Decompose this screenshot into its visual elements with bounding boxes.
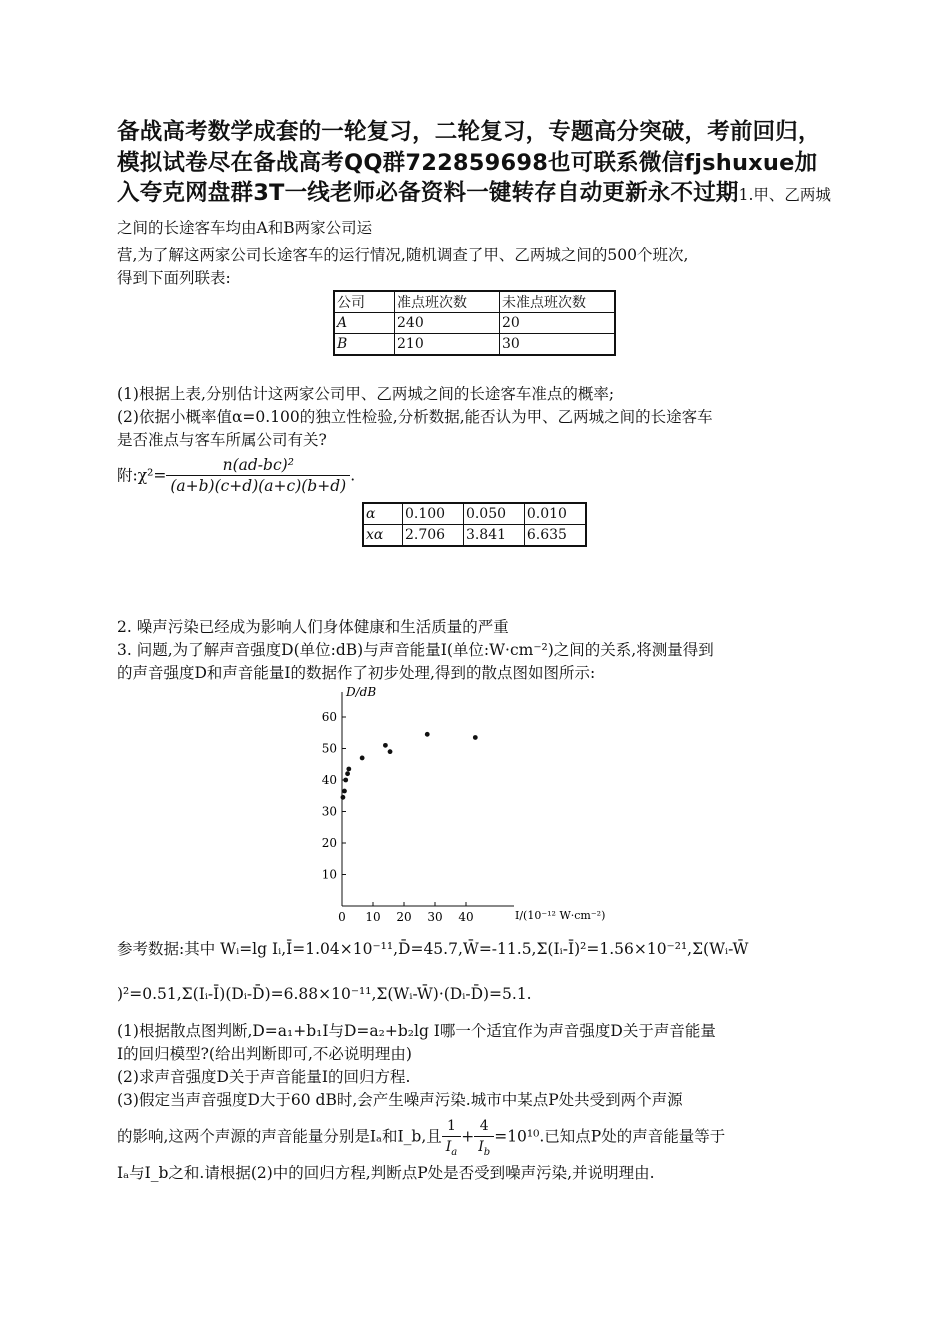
table-row [363, 525, 586, 547]
table-cell: 0.010 [524, 503, 586, 525]
table-cell: A [334, 313, 395, 334]
formula-numerator: n(ad-bc)² [166, 455, 350, 476]
y-tick-label: 10 [321, 867, 337, 882]
y-tick-label: 30 [321, 804, 337, 819]
q3-ref2: )²=0.51,Σ(Iᵢ-Ī)(Dᵢ-D̄)=6.88×10⁻¹¹,Σ(Wᵢ-W̄)·(Dᵢ-D̄)=5.1. [117, 985, 532, 1003]
q3-part2: (2)求声音强度D关于声音能量I的回归方程. [117, 1068, 411, 1086]
y-tick-label: 50 [321, 741, 337, 756]
contingency-table [333, 290, 616, 356]
data-point [360, 756, 365, 761]
data-point [342, 789, 347, 794]
table-row [363, 503, 586, 525]
data-point [343, 778, 348, 783]
table-header: 准点班次数 [395, 291, 500, 313]
q1-intro-a: 1.甲、乙两城之间的长途客车均由A和B两家公司运 [117, 186, 831, 237]
q3-part3a: (3)假定当声音强度D大于60 dB时,会产生噪声污染.城市中某点P处共受到两个声源 [117, 1091, 683, 1109]
table-cell: 6.635 [524, 525, 586, 547]
q1-intro-c: 得到下面列联表: [117, 269, 231, 287]
y-tick-label: 20 [321, 836, 337, 850]
fraction-1-over-Ia: $\frac{1}{I_a}$ [442, 1116, 462, 1157]
x-tick-label: 30 [427, 910, 443, 924]
formula-fraction [166, 455, 350, 496]
table-cell: 30 [500, 334, 616, 356]
q3-part3c: Iₐ与I_b之和.请根据(2)中的回归方程,判断点P处是否受到噪声污染,并说明理由. [117, 1164, 655, 1182]
data-point [425, 732, 430, 737]
scatter-plot [300, 680, 640, 930]
table-row [334, 291, 615, 313]
table-cell: 3.841 [463, 525, 524, 547]
q3-ref1: 参考数据:其中 Wᵢ=lg Iᵢ,Ī=1.04×10⁻¹¹,D̄=45.7,W̄=-11.5,Σ(Iᵢ-Ī)²=1.56×10⁻²¹,Σ(Wᵢ-W̄ [117, 940, 749, 958]
q3-part1b: I的回归模型?(给出判断即可,不必说明理由) [117, 1045, 412, 1063]
table-cell: 0.100 [403, 503, 464, 525]
table-cell: xα [363, 525, 403, 547]
x-tick-label: 10 [365, 910, 381, 924]
q3-part3b: 的影响,这两个声源的声音能量分别是Iₐ和I_b,且 $\frac{1}{I_a}$ + $\frac{4}{I_b}$ =10¹⁰.已知点P处的声音能量等于 [117, 1118, 726, 1158]
x-tick-label: 20 [396, 910, 412, 924]
q2-text: 2. 噪声污染已经成为影响人们身体健康和生活质量的严重 [117, 618, 509, 636]
q1-intro-b: 营,为了解这两家公司长途客车的运行情况,随机调查了甲、乙两城之间的500个班次, [117, 246, 689, 264]
data-point [346, 767, 351, 772]
data-point [345, 771, 350, 776]
y-tick-label: 40 [321, 773, 337, 787]
q1-part1: (1)根据上表,分别估计这两家公司甲、乙两城之间的长途客车准点的概率; [117, 385, 615, 403]
table-cell: 2.706 [403, 525, 464, 547]
critical-value-table [362, 502, 587, 547]
fraction-4-over-Ib: $\frac{4}{I_b}$ [474, 1116, 494, 1157]
table-cell: 20 [500, 313, 616, 334]
table-cell: α [363, 503, 403, 525]
formula-end: . [350, 466, 356, 485]
table-cell: B [334, 334, 395, 356]
data-point [473, 735, 478, 740]
y-axis-label: D/dB [346, 685, 377, 699]
table-cell: 210 [395, 334, 500, 356]
data-point [383, 743, 388, 748]
table-cell: 240 [395, 313, 500, 334]
table-header: 公司 [334, 291, 395, 313]
q3-part3b-pre: 的影响,这两个声源的声音能量分别是Iₐ和I_b,且 [117, 1127, 442, 1146]
promo-headline [117, 117, 832, 243]
table-row [334, 313, 615, 334]
formula-prefix: 附:χ²= [117, 466, 167, 485]
x-tick-label: 40 [458, 910, 474, 924]
q3-line2: 的声音强度D和声音能量I的数据作了初步处理,得到的散点图如图所示: [117, 664, 596, 682]
headline-text: 备战高考数学成套的一轮复习，二轮复习，专题高分突破，考前回归，模拟试卷尽在备战高考QQ群722859698也可联系微信fjshuxue加入夸克网盘群3T一线老师必备资料一键转存自动更新永不过期 [117, 119, 821, 206]
data-point [388, 749, 393, 754]
table-cell: 0.050 [463, 503, 524, 525]
q3-part3b-post: =10¹⁰.已知点P处的声音能量等于 [494, 1127, 726, 1146]
y-tick-label: 60 [321, 710, 337, 724]
formula-denominator: (a+b)(c+d)(a+c)(b+d) [170, 477, 347, 495]
q1-part2a: (2)依据小概率值α=0.100的独立性检验,分析数据,能否认为甲、乙两城之间的长途客车 [117, 408, 713, 426]
chi-square-formula [117, 455, 837, 496]
data-point [341, 795, 346, 800]
table-header: 未准点班次数 [500, 291, 616, 313]
q3-part1a: (1)根据散点图判断,D=a₁+b₁I与D=a₂+b₂lg I哪一个适宜作为声音强度D关于声音能量 [117, 1022, 716, 1040]
table-row [334, 334, 615, 356]
q1-part2b: 是否准点与客车所属公司有关? [117, 431, 327, 449]
q3-line1: 3. 问题,为了解声音强度D(单位:dB)与声音能量I(单位:W·cm⁻²)之间的关系,将测量得到 [117, 641, 714, 659]
x-axis-label: I/(10⁻¹² W·cm⁻²) [515, 909, 606, 922]
x-tick-label: 0 [338, 910, 346, 924]
